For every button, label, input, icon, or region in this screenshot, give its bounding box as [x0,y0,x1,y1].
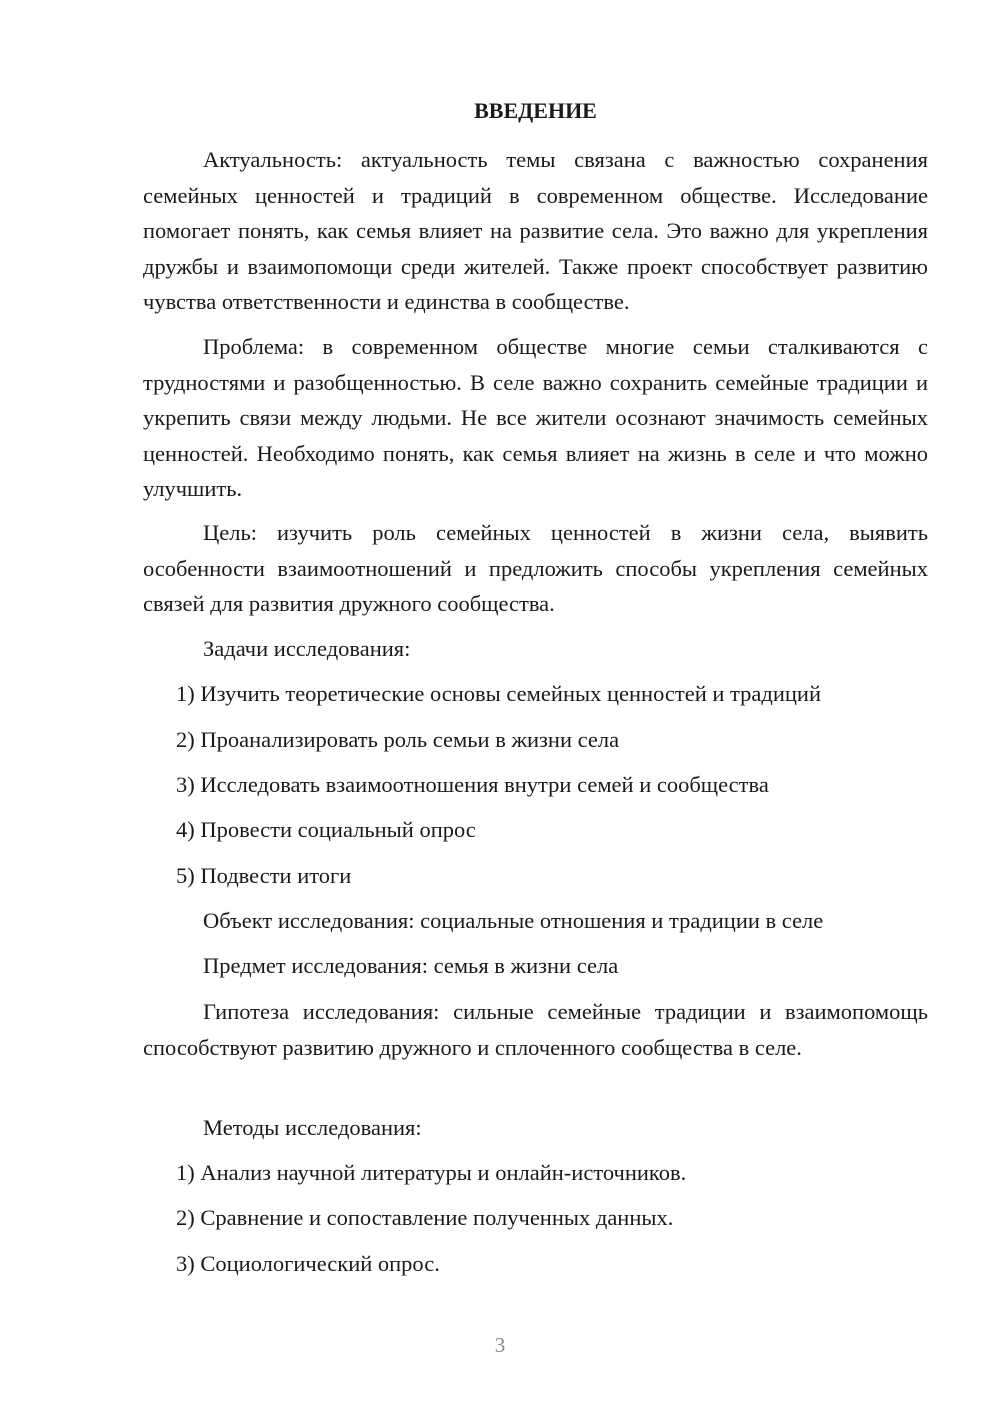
section-heading: ВВЕДЕНИЕ [474,98,597,123]
goal-paragraph: Цель: изучить роль семейных ценностей в жизни села, выявить особенности взаимоотношений и предложить способы укрепления семейных связей для развития дружного сообщества. [143,520,928,616]
tasks-heading: Задачи исследования: [203,636,411,661]
hypothesis-paragraph: Гипотеза исследования: сильные семейные традиции и взаимопомощь способствуют развитию дружного и сплоченного сообщества в селе. [143,999,928,1060]
method-item: 1) Анализ научной литературы и онлайн-источников. [176,1160,687,1185]
task-item: 5) Подвести итоги [176,863,352,888]
task-item: 1) Изучить теоретические основы семейных ценностей и традиций [176,681,821,706]
methods-heading: Методы исследования: [203,1115,422,1140]
task-item: 3) Исследовать взаимоотношения внутри семей и сообщества [176,772,769,797]
actuality-paragraph: Актуальность: актуальность темы связана с важностью сохранения семейных ценностей и традиций в современном обществе. Исследование помогает понять, как семья влияет на развитие села. Это важно для укрепления дружбы и взаимопомощи среди жителей. Также проект способствует развитию чувства ответственности и единства в сообществе. [143,147,928,314]
research-object: Объект исследования: социальные отношения и традиции в селе [203,908,824,933]
task-item: 2) Проанализировать роль семьи в жизни села [176,727,620,752]
problem-paragraph: Проблема: в современном обществе многие семьи сталкиваются с трудностями и разобщенностью. В селе важно сохранить семейные традиции и укрепить связи между людьми. Не все жители осознают значимость семейных ценностей. Необходимо понять, как семья влияет на жизнь в селе и что можно улучшить. [143,334,928,501]
research-subject: Предмет исследования: семья в жизни села [203,953,619,978]
method-item: 3) Социологический опрос. [176,1251,440,1276]
task-item: 4) Провести социальный опрос [176,817,476,842]
page-number: 3 [494,1333,506,1357]
method-item: 2) Сравнение и сопоставление полученных данных. [176,1205,674,1230]
